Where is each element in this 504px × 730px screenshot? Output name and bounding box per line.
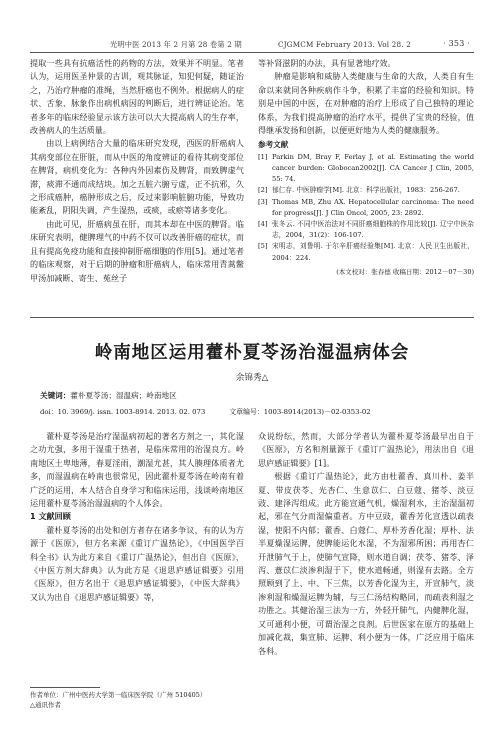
paragraph: 提取一些具有抗癌活性的药物的方法，效果并不明显。笔者认为，运用医圣仲景的古训，观其脉证，知犯何疑，随证治之，乃治疗肿瘤的准绳，当然肝癌也不例外。根据病人的症状、舌象、脉象作出病机病因的判断后，进行辨证论治。笔者多年的临床经验显示该方法可以大大提高病人的生存率，改善病人的生活质量。 <box>30 58 244 136</box>
references-heading: 参考文献 <box>258 140 289 150</box>
paragraph: 藿朴夏苓汤的出处和创方者存在诸多争议，有的认为方源于《医原》，但方名来源《重订广温热论》，《中国医学百科全书》认为此方来自《重订广温热论》，但出自《医原》，《中医方剂大辞典》认为此方是《退思庐感证辑要》引用《医原》，但方名出于《退思庐感证辑要》，《中医大辞典》又认为出自《退思庐感证辑要》等， <box>30 524 244 602</box>
running-header <box>30 38 474 52</box>
top-right-column <box>258 57 474 279</box>
reference-item: [5] 宋明志，刘鲁明. 于尔辛肝癌经验集[M]. 北京：人民卫生出版社，2004：224. <box>258 242 474 262</box>
reference-item: [4] 张冬云. 不同中医治法对不同肝癌细胞株的作用比较[J]. 辽宁中医杂志，2004，31(2)：106-107. <box>258 220 474 240</box>
received-date: (本文校对：张春德 收稿日期：2012－07－30) <box>336 267 474 276</box>
article-id: 文章编号：1003-8914(2013)－02-0353-02 <box>229 408 371 416</box>
paragraph: 等补肾滋阴的办法，具有显著地疗效。 <box>258 58 396 68</box>
top-left-column <box>30 57 244 285</box>
reference-item: [1] Parkin DM, Bray F, Ferlay J, et al. Estimating the world cancer burden: Globocan2002[J]. CA Cancer J Clin, 2005, 55: 74. <box>258 152 474 184</box>
paragraph: 由以上病例结合大量的临床研究发现，西医的肝癌病人其病变部位在肝脏，而从中医的角度辨证的看待其病变部位在脾肾，病机变化为：各种内外因素伤及脾肾，而致脾虚气滞，痰滞不通而成结块。加之五脏六腑亏虚，正不抗邪，久之形成癌肿，癌肿形成之后，反过来影响脏腑功能，导致功能紊乱，阴阳失调，产生湿热，或痰，或瘀等诸多变化。 <box>30 138 244 216</box>
keywords <box>40 390 177 401</box>
bottom-left-column <box>30 430 244 604</box>
author-unit: 作者单位：广州中医药大学第一临床医学院（广州 510405） <box>30 691 207 699</box>
paragraph: 根据《重订广温热论》，此方由杜藿香、真川朴、姜半夏、带皮茯苓、光杏仁、生意苡仁、白豆蔻、猪苓、淡豆豉、建泽泻组成。此方能宣通气机，燥湿利水，主治湿温初起，邪在气分而湿偏重者。方中豆豉，藿香芳化宣透以疏表湿，使阳不内郁；藿香、白蔻仁、厚朴芳香化湿；厚朴、法半夏燥湿运脾，使脾能运化水湿，不为湿邪所困；再用杏仁开泄肺气于上，使肺气宣降，则水道自调；茯苓、猪苓、泽泻、薏苡仁淡渗利湿于下，使水道畅通，则湿有去路。全方照顾到了上、中、下三焦，以芳香化湿为主，开宣肺气，淡渗利湿和燥湿运脾为辅，与三仁汤结构略同，而疏表利湿之功胜之。其健治湿三法为一方，外轻开肺气，内健脾化湿，又可通利小便，可谓治湿之良剂。后世医家在原方的基础上加减化裁，集宣肺、运脾、利小便为一体，广泛应用于临床各科。 <box>258 471 474 656</box>
article-divider <box>30 317 474 318</box>
paragraph: 由此可见，肝癌病虽在肝，而其本却在中医的脾肾。临床研究表明，健脾理气的中药不仅可以改善肝癌的症状，而且有提高免疫功能和直接抑制肝癌细胞的作用[5]。通过笔者的临床观察，对于后期的肿瘤和肝癌病人，临床常用青蒿鳖甲汤加减断、寄生、菟丝子 <box>30 218 244 283</box>
footnote <box>30 690 206 710</box>
doi: doi：10. 3969/j. issn. 1003-8914. 2013. 02. 073 <box>40 408 206 416</box>
reference-item: [3] Thomas MB, Zhu AX. Hepatocellular carcinoma: The need for progress[J]. J Clin Oncol, 2005, 23: 2892. <box>258 197 474 217</box>
header-rule <box>30 52 474 53</box>
reference-item: [2] 郁仁存. 中医肿瘤学[M]. 北京：科学出版社，1983：256-267. <box>258 186 460 195</box>
page-number: · 353 · <box>443 39 470 48</box>
paragraph: 肿瘤是影响和威胁人类健康与生命的大敌，人类自有生命以来就同各种疾病作斗争，积累了丰富的经验和知识。特别是中国的中医，在对肿瘤的治疗上形成了自己独特的理论体系，为我们提高肿瘤的治疗水平，提供了宝贵的经验，值得继承发扬和创新，以便更好地为人类的健康服务。 <box>258 71 474 136</box>
footnote-rule <box>30 687 100 688</box>
keywords-label: 关键词： <box>40 391 71 400</box>
journal-name-cn: 光明中医 2013 年 2 月第 28 卷第 2 期 <box>110 40 242 49</box>
journal-name-en: CJGMCM February 2013. Vol 28. 2 <box>278 40 411 49</box>
corresponding-author-note: △通讯作者 <box>30 701 61 709</box>
bottom-right-column <box>258 430 474 658</box>
article-title: 岭南地区运用藿朴夏苓汤治湿温病体会 <box>94 343 410 363</box>
keywords-text: 藿朴夏苓汤；湿温病；岭南地区 <box>70 391 177 400</box>
paragraph: 藿朴夏苓汤是治疗湿温病初起的著名方剂之一，其化湿之功尤强，多用于湿重于热者，是临床常用的治湿良方。岭南地区土卑地薄，春夏淫雨，潮湿尤甚，其人腠理体质者尤多，而湿温病在岭南也很常见，因此藿朴夏苓汤在岭南有着广泛的运用，本人结合自身学习和临床运用，浅谈岭南地区运用藿朴夏苓汤治湿温病的个人体会。 <box>30 431 244 509</box>
doi-line <box>40 406 371 416</box>
section-heading: 1 文献回顾 <box>30 511 71 522</box>
paragraph: 众说纷纭，然而，大部分学者认为藿朴夏苓汤最早出自于《医原》，方名和剂量源于《重订广温热论》，用法出自《退思庐感证辑要》[1]。 <box>258 431 474 468</box>
article-author: 余锦秀△ <box>235 373 269 383</box>
